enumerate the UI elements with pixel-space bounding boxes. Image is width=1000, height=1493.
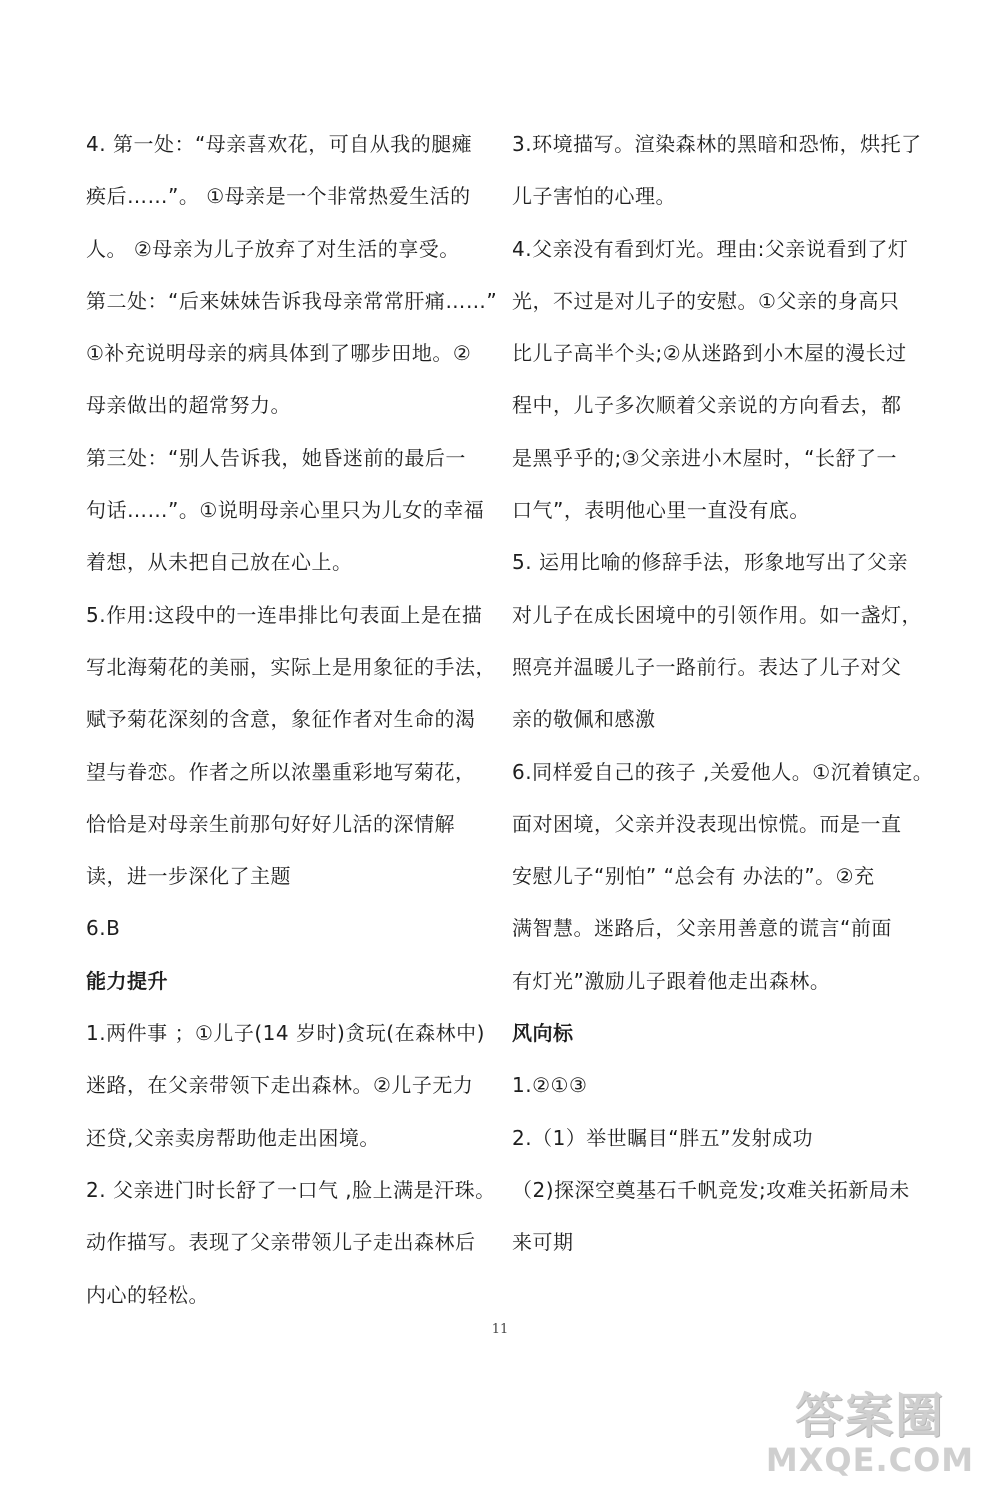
- text-line: 来可期: [512, 1230, 574, 1255]
- text-line: 句话……”。①说明母亲心里只为儿女的幸福: [86, 498, 485, 523]
- text-line: 5. 运用比喻的修辞手法，形象地写出了父亲: [512, 550, 908, 575]
- text-line: 2. 父亲进门时长舒了一口气 ,脸上满是汗珠。: [86, 1177, 496, 1202]
- page-number: 11: [491, 1322, 509, 1337]
- text-line: 动作描写。表现了父亲带领儿子走出森林后: [86, 1230, 476, 1255]
- text-line: 4. 第一处：“母亲喜欢花，可自从我的腿瘫: [86, 132, 473, 156]
- text-line: 母亲做出的超常努力。: [86, 393, 291, 418]
- text-line: 有灯光”激励儿子跟着他走出森林。: [512, 968, 831, 993]
- text-line: 6.同样爱自己的孩子 ,关爱他人。①沉着镇定。: [512, 759, 934, 784]
- text-line: 5.作用:这段中的一连串排比句表面上是在描: [86, 602, 483, 627]
- text-line: 满智慧。迷路后，父亲用善意的谎言“前面: [512, 916, 892, 941]
- text-line: 亲的敬佩和感激: [512, 707, 656, 732]
- text-line: 2.（1）举世瞩目“胖五”发射成功: [512, 1125, 814, 1150]
- text-line: （2)探深空奠基石千帆竞发;攻难关拓新局未: [512, 1177, 910, 1202]
- text-line: 1.②①③: [512, 1073, 588, 1098]
- text-line: 程中，儿子多次顺着父亲说的方向看去，都: [512, 393, 902, 418]
- text-line: 口气”，表明他心里一直没有底。: [512, 498, 810, 523]
- text-line: 光，不过是对儿子的安慰。①父亲的身高只: [512, 288, 900, 313]
- text-line: 人。 ②母亲为儿子放弃了对生活的享受。: [86, 236, 460, 261]
- section-heading-ability: 能力提升: [86, 968, 168, 993]
- text-line: 着想，从未把自己放在心上。: [86, 550, 353, 575]
- text-line: 还贷,父亲卖房帮助他走出困境。: [86, 1125, 380, 1150]
- text-line: 写北海菊花的美丽，实际上是用象征的手法，: [86, 654, 496, 679]
- text-line: 3.环境描写。渲染森林的黑暗和恐怖，烘托了: [512, 132, 922, 156]
- text-line: ①补充说明母亲的病具体到了哪步田地。②: [86, 341, 472, 366]
- watermark-title: 答案圈: [794, 1388, 945, 1444]
- text-line: 照亮并温暖儿子一路前行。表达了儿子对父: [512, 654, 902, 679]
- text-line: 读，进一步深化了主题: [86, 864, 291, 889]
- text-line: 6.B: [86, 916, 121, 941]
- text-line: 望与眷恋。作者之所以浓墨重彩地写菊花，: [86, 759, 476, 784]
- section-heading-wind-vane: 风向标: [512, 1021, 574, 1046]
- text-line: 对儿子在成长困境中的引领作用。如一盏灯，: [512, 602, 922, 627]
- watermark-url: MXQE.COM: [765, 1441, 975, 1479]
- text-line: 儿子害怕的心理。: [512, 184, 676, 209]
- text-line: 第三处：“别人告诉我，她昏迷前的最后一: [86, 445, 466, 470]
- text-line: 赋予菊花深刻的含意，象征作者对生命的渴: [86, 707, 476, 732]
- watermark-logo: [750, 1389, 990, 1485]
- left-column: [86, 118, 498, 1321]
- text-line: 比儿子高半个头;②从迷路到小木屋的漫长过: [512, 341, 907, 366]
- text-line: 1.两件事 ；①儿子(14 岁时)贪玩(在森林中): [86, 1021, 485, 1046]
- text-line: 第二处：“后来妹妹告诉我母亲常常肝痛……”: [86, 288, 498, 313]
- text-line: 迷路，在父亲带领下走出森林。②儿子无力: [86, 1073, 474, 1098]
- text-line: 恰恰是对母亲生前那句好好儿活的深情解: [86, 811, 455, 836]
- text-line: 4.父亲没有看到灯光。理由:父亲说看到了灯: [512, 236, 909, 261]
- text-line: 内心的轻松。: [86, 1282, 209, 1307]
- text-line: 面对困境，父亲并没表现出惊慌。而是一直: [512, 811, 902, 836]
- text-line: 痪后……”。 ①母亲是一个非常热爱生活的: [86, 184, 471, 209]
- text-line: 是黑乎乎的;③父亲进小木屋时，“长舒了一: [512, 445, 898, 470]
- right-column: [512, 118, 934, 1269]
- text-line: 安慰儿子“别怕” “总会有 办法的”。②充: [512, 864, 875, 889]
